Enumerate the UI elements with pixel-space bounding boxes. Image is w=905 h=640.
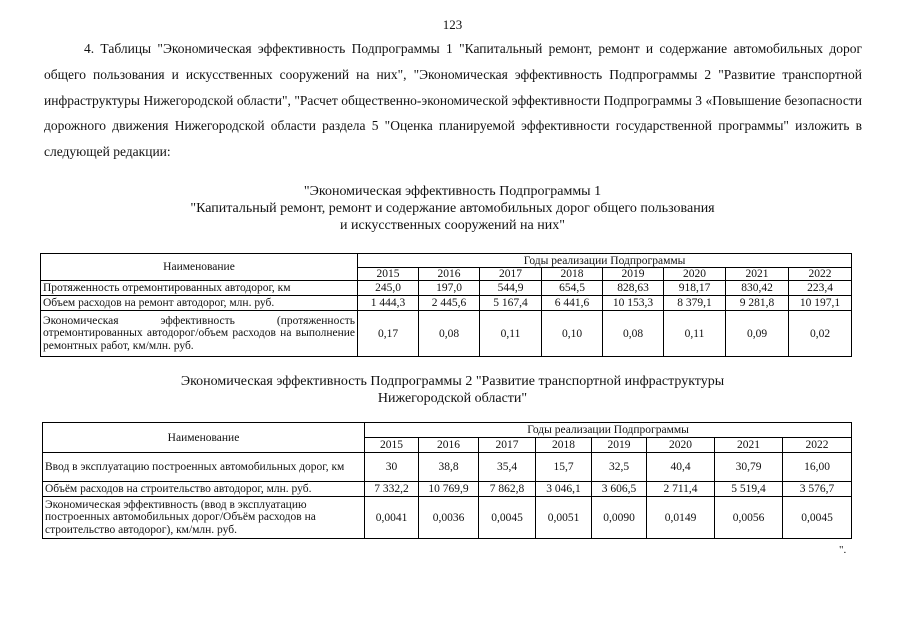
value-cell: 0,17 [358,311,419,357]
value-cell: 7 862,8 [479,482,536,497]
value-cell: 10 197,1 [789,296,852,311]
year-cell: 2018 [542,268,603,281]
year-cell: 2020 [647,438,715,453]
table-row [43,453,852,482]
row-name: Объем расходов на ремонт автодорог, млн. руб. [41,296,358,311]
value-cell: 0,08 [419,311,480,357]
value-cell: 1 444,3 [358,296,419,311]
value-cell: 0,0149 [647,497,715,539]
year-cell: 2022 [789,268,852,281]
value-cell: 828,63 [603,281,664,296]
value-cell: 245,0 [358,281,419,296]
header-years: Годы реализации Подпрограммы [358,254,852,268]
page-number: 123 [442,17,463,32]
table2-title [0,373,905,407]
year-cell: 2017 [479,438,536,453]
value-cell: 0,0045 [783,497,852,539]
value-cell: 0,10 [542,311,603,357]
value-cell: 830,42 [726,281,789,296]
value-cell: 0,0036 [419,497,479,539]
table1-efficiency-subprogram-1 [40,253,852,357]
value-cell: 5 167,4 [480,296,542,311]
table1-title-line: "Капитальный ремонт, ремонт и содержание автомобильных дорог общего пользования [190,201,715,216]
table-row [41,281,852,296]
value-cell: 197,0 [419,281,480,296]
value-cell: 6 441,6 [542,296,603,311]
year-cell: 2019 [592,438,647,453]
value-cell: 0,09 [726,311,789,357]
value-cell: 40,4 [647,453,715,482]
value-cell: 15,7 [536,453,592,482]
year-cell: 2020 [664,268,726,281]
year-cell: 2016 [419,268,480,281]
value-cell: 30,79 [715,453,783,482]
value-cell: 0,0090 [592,497,647,539]
header-name: Наименование [41,254,358,281]
table1-title [0,183,905,234]
table-row [43,482,852,497]
value-cell: 3 576,7 [783,482,852,497]
value-cell: 0,08 [603,311,664,357]
value-cell: 16,00 [783,453,852,482]
value-cell: 10 153,3 [603,296,664,311]
year-cell: 2015 [358,268,419,281]
value-cell: 654,5 [542,281,603,296]
row-name: Экономическая эффективность (ввод в эксплуатацию построенных автомобильных дорог/Объём расходов на строительство автодорог), км/млн. руб. [43,497,365,539]
value-cell: 0,0045 [479,497,536,539]
value-cell: 35,4 [479,453,536,482]
year-cell: 2021 [726,268,789,281]
table1-title-line: и искусственных сооружений на них" [340,218,565,233]
year-cell: 2022 [783,438,852,453]
value-cell: 0,11 [480,311,542,357]
table2-title-line: Нижегородской области" [377,391,528,406]
year-cell: 2016 [419,438,479,453]
year-cell: 2015 [365,438,419,453]
value-cell: 2 711,4 [647,482,715,497]
value-cell: 10 769,9 [419,482,479,497]
row-name: Объём расходов на строительство автодорог, млн. руб. [43,482,365,497]
value-cell: 9 281,8 [726,296,789,311]
header-years: Годы реализации Подпрограммы [365,423,852,438]
row-name: Ввод в эксплуатацию построенных автомобильных дорог, км [43,453,365,482]
value-cell: 223,4 [789,281,852,296]
year-cell: 2017 [480,268,542,281]
value-cell: 30 [365,453,419,482]
value-cell: 3 606,5 [592,482,647,497]
table-row [43,497,852,539]
row-name: Протяженность отремонтированных автодорог, км [41,281,358,296]
year-cell: 2021 [715,438,783,453]
closing-quote-mark: ". [839,544,847,556]
value-cell: 5 519,4 [715,482,783,497]
table1-title-line: "Экономическая эффективность Подпрограммы 1 [303,184,602,199]
table2-title-line: Экономическая эффективность Подпрограммы 2 "Развитие транспортной инфраструктуры [180,374,725,389]
value-cell: 2 445,6 [419,296,480,311]
row-name: Экономическая эффективность (протяженность отремонтированных автодорог/объем расходов на выполнение ремонтных работ, км/млн. руб. [41,311,358,357]
header-name: Наименование [43,423,365,453]
value-cell: 918,17 [664,281,726,296]
intro-paragraph: 4. Таблицы "Экономическая эффективность Подпрограммы 1 "Капитальный ремонт, ремонт и содержание автомобильных дорог общего пользования и искусственных сооружений на них", "Экономическая эффективность Подпрограммы 2 "Развитие транспортной инфраструктуры Нижегородской области", "Расчет общественно-экономической эффективности Подпрограммы 3 «Повышение безопасности дорожного движения Нижегородской области раздела 5 "Оценка планируемой эффективности государственной программы" изложить в следующей редакции: [44,41,862,160]
value-cell: 0,0051 [536,497,592,539]
value-cell: 32,5 [592,453,647,482]
value-cell: 0,0041 [365,497,419,539]
table2-efficiency-subprogram-2 [42,422,852,539]
year-cell: 2018 [536,438,592,453]
table-row [41,296,852,311]
year-cell: 2019 [603,268,664,281]
value-cell: 38,8 [419,453,479,482]
value-cell: 8 379,1 [664,296,726,311]
value-cell: 3 046,1 [536,482,592,497]
value-cell: 0,11 [664,311,726,357]
value-cell: 544,9 [480,281,542,296]
value-cell: 0,02 [789,311,852,357]
value-cell: 7 332,2 [365,482,419,497]
table-row [41,311,852,357]
value-cell: 0,0056 [715,497,783,539]
